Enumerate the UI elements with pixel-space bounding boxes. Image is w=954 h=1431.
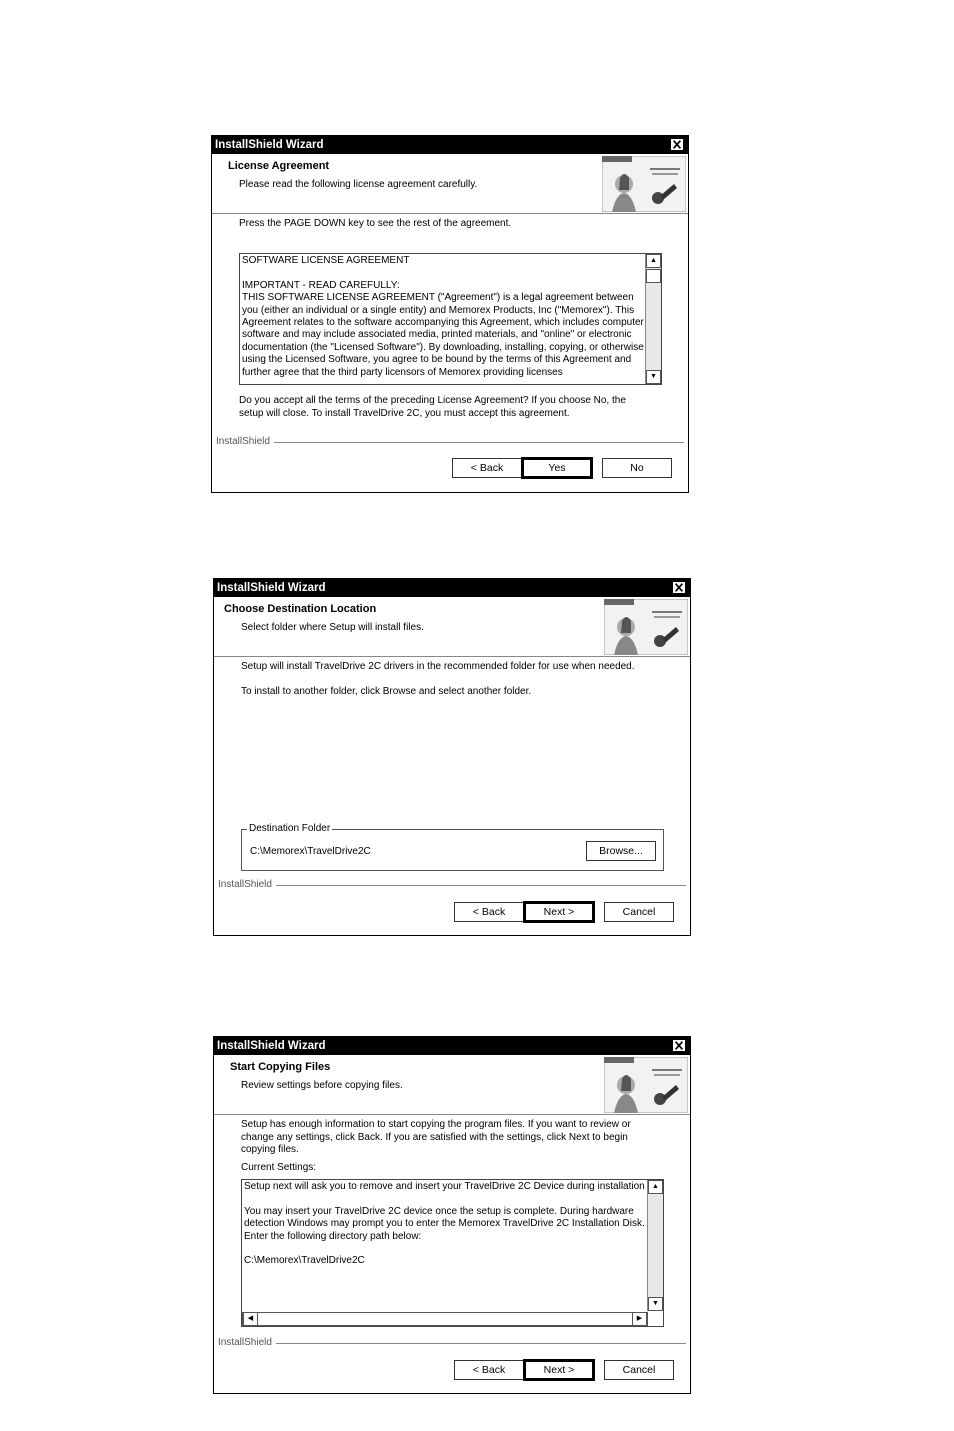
scroll-down-icon: ▼ xyxy=(652,1300,659,1307)
header-subtitle: Select folder where Setup will install files. xyxy=(241,622,424,633)
scroll-down-button[interactable] xyxy=(646,370,661,384)
window-title: InstallShield Wizard xyxy=(214,579,690,597)
current-settings-label: Current Settings: xyxy=(241,1162,317,1173)
vertical-scrollbar[interactable] xyxy=(647,1180,663,1311)
header-title: Start Copying Files xyxy=(230,1061,331,1073)
browse-button[interactable]: Browse... xyxy=(586,841,656,861)
destination-folder-label: Destination Folder xyxy=(249,823,331,834)
brand-divider xyxy=(274,442,684,443)
destination-folder-group xyxy=(241,823,664,871)
next-button[interactable]: Next > xyxy=(524,902,594,922)
header-divider xyxy=(214,656,690,658)
scroll-up-button[interactable] xyxy=(646,254,661,268)
header-divider xyxy=(212,213,688,215)
current-settings-text: Setup next will ask you to remove and insert your TravelDrive 2C Device during installation You may insert your TravelDrive 2C device once the setup is complete. During hardware detection Windows may prompt you to enter the Memorex TravelDrive 2C Installation Disk. Enter the following directory path below: C:\Memorex\TravelDrive2C xyxy=(244,1181,645,1267)
setup-logo-icon xyxy=(602,156,686,212)
vertical-scrollbar[interactable] xyxy=(645,254,661,384)
header-title: License Agreement xyxy=(228,160,330,172)
scroll-right-icon: ▶ xyxy=(636,1315,643,1322)
installshield-brand: InstallShield xyxy=(216,436,270,447)
scroll-left-button[interactable] xyxy=(243,1312,258,1326)
cancel-button[interactable]: Cancel xyxy=(604,1360,674,1380)
license-text: SOFTWARE LICENSE AGREEMENT IMPORTANT - READ CAREFULLY: THIS SOFTWARE LICENSE AGREEMENT ("Agreement") is a legal agreement between you (either an individual or a single entity) and Memorex Products, Inc ("Memorex"). This Agreement relates to the software accompanying this Agreement, which includes computer software and may include associated media, printed materials, and "online" or electronic documentation (the "Licensed Software"). By downloading, installing, copying, or otherwise using the Licensed Software, you agree to be bound by the terms of this Agreement and further agree that the third party licensors of Memorex providing licenses xyxy=(242,255,644,378)
scroll-up-icon: ▲ xyxy=(652,1183,659,1190)
scroll-up-icon: ▲ xyxy=(650,257,657,264)
header-title: Choose Destination Location xyxy=(224,603,377,615)
header-subtitle: Review settings before copying files. xyxy=(241,1080,403,1091)
instruction-text: Press the PAGE DOWN key to see the rest of the agreement. xyxy=(239,218,512,229)
close-icon xyxy=(673,582,685,593)
header-subtitle: Please read the following license agreement carefully. xyxy=(239,179,478,190)
scroll-right-button[interactable] xyxy=(632,1312,647,1326)
browse-instruction-text: To install to another folder, click Browse and select another folder. xyxy=(241,686,532,697)
setup-logo xyxy=(602,156,686,212)
next-button[interactable]: Next > xyxy=(524,1360,594,1380)
yes-button[interactable]: Yes xyxy=(522,458,592,478)
intro-text: Setup has enough information to start copying the program files. If you want to review or change any settings, click Back. If you are satisfied with the settings, click Next to begin copying files. xyxy=(241,1119,631,1155)
window-title: InstallShield Wizard xyxy=(214,1037,690,1055)
setup-logo-icon xyxy=(604,1057,688,1113)
scroll-thumb[interactable] xyxy=(646,269,661,283)
close-icon xyxy=(671,139,683,150)
back-button[interactable]: < Back xyxy=(454,902,524,922)
scroll-left-icon: ◀ xyxy=(247,1315,254,1322)
license-text-box[interactable] xyxy=(239,253,662,385)
close-button[interactable] xyxy=(672,1039,686,1052)
scroll-down-button[interactable] xyxy=(648,1297,663,1311)
accept-question: Do you accept all the terms of the preceding License Agreement? If you choose No, the setup will close. To install TravelDrive 2C, you must accept this agreement. xyxy=(239,395,626,419)
brand-divider xyxy=(276,1343,686,1344)
back-button[interactable]: < Back xyxy=(452,458,522,478)
close-button[interactable] xyxy=(670,138,684,151)
scroll-up-button[interactable] xyxy=(648,1180,663,1194)
cancel-button[interactable]: Cancel xyxy=(604,902,674,922)
scroll-down-icon: ▼ xyxy=(650,373,657,380)
current-settings-box[interactable] xyxy=(241,1179,664,1327)
setup-logo xyxy=(604,599,688,655)
no-button[interactable]: No xyxy=(602,458,672,478)
license-agreement-dialog xyxy=(211,135,689,493)
window-title: InstallShield Wizard xyxy=(212,136,688,154)
close-button[interactable] xyxy=(672,581,686,594)
brand-divider xyxy=(276,885,686,886)
start-copying-dialog xyxy=(213,1036,691,1394)
installshield-brand: InstallShield xyxy=(218,879,272,890)
horizontal-scrollbar[interactable] xyxy=(242,1312,648,1326)
header-divider xyxy=(214,1114,690,1116)
setup-logo-icon xyxy=(604,599,688,655)
recommended-folder-text: Setup will install TravelDrive 2C drivers in the recommended folder for use when needed. xyxy=(241,661,635,672)
destination-dialog xyxy=(213,578,691,936)
back-button[interactable]: < Back xyxy=(454,1360,524,1380)
folder-path: C:\Memorex\TravelDrive2C xyxy=(250,846,371,857)
close-icon xyxy=(673,1040,685,1051)
installshield-brand: InstallShield xyxy=(218,1337,272,1348)
setup-logo xyxy=(604,1057,688,1113)
